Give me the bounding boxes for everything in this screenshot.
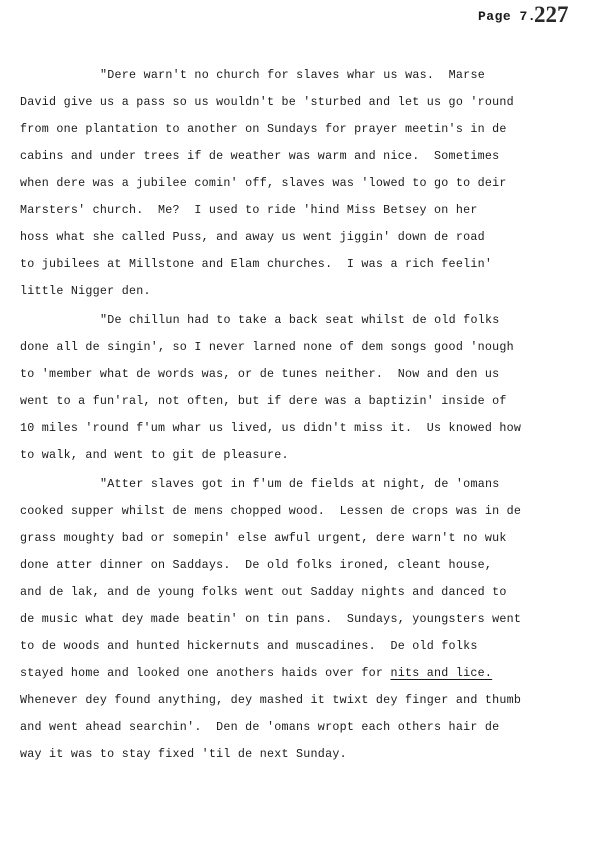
- text-line: de music what dey made beatin' on tin pans. Sundays, youngsters went: [20, 612, 522, 626]
- text-line: done all de singin', so I never larned none of dem songs good 'nough: [20, 340, 514, 354]
- text-line: little Nigger den.: [20, 284, 151, 298]
- underlined-phrase: nits and lice.: [390, 666, 493, 680]
- text-line: to walk, and went to git de pleasure.: [20, 448, 289, 462]
- text-line: to de woods and hunted hickernuts and muscadines. De old folks: [20, 639, 478, 653]
- text-line: done atter dinner on Saddays. De old folks ironed, cleant house,: [20, 558, 493, 572]
- text-line-start: stayed home and looked one anothers haids over for: [20, 666, 391, 680]
- text-line: grass moughty bad or somepin' else awful urgent, dere warn't no wuk: [20, 531, 507, 545]
- text-line: Marsters' church. Me? I used to ride 'hind Miss Betsey on her: [20, 203, 478, 217]
- text-line: David give us a pass so us wouldn't be 'sturbed and let us go 'round: [20, 95, 514, 109]
- text-line: to 'member what de words was, or de tunes neither. Now and den us: [20, 367, 500, 381]
- text-line: way it was to stay fixed 'til de next Sunday.: [20, 747, 347, 761]
- text-line: cabins and under trees if de weather was warm and nice. Sometimes: [20, 149, 500, 163]
- text-line: from one plantation to another on Sundays for prayer meetin's in de: [20, 122, 507, 136]
- text-line: "Atter slaves got in f'um de fields at night, de 'omans: [100, 477, 500, 491]
- handwritten-page-number: 227: [534, 2, 569, 27]
- page-label: Page 7.: [478, 9, 537, 24]
- text-line: cooked supper whilst de mens chopped wood. Lessen de crops was in de: [20, 504, 522, 518]
- text-line-with-underline: [20, 665, 492, 681]
- text-line: "De chillun had to take a back seat whilst de old folks: [100, 313, 500, 327]
- text-line: hoss what she called Puss, and away us went jiggin' down de road: [20, 230, 485, 244]
- text-line: and de lak, and de young folks went out Sadday nights and danced to: [20, 585, 507, 599]
- text-line: "Dere warn't no church for slaves whar us was. Marse: [100, 68, 485, 82]
- text-line: and went ahead searchin'. Den de 'omans wropt each others hair de: [20, 720, 500, 734]
- text-line: Whenever dey found anything, dey mashed it twixt dey finger and thumb: [20, 693, 522, 707]
- text-line: when dere was a jubilee comin' off, slaves was 'lowed to go to deir: [20, 176, 507, 190]
- text-line: 10 miles 'round f'um whar us lived, us didn't miss it. Us knowed how: [20, 421, 522, 435]
- text-line: to jubilees at Millstone and Elam churches. I was a rich feelin': [20, 257, 493, 271]
- text-line: went to a fun'ral, not often, but if dere was a baptizin' inside of: [20, 394, 507, 408]
